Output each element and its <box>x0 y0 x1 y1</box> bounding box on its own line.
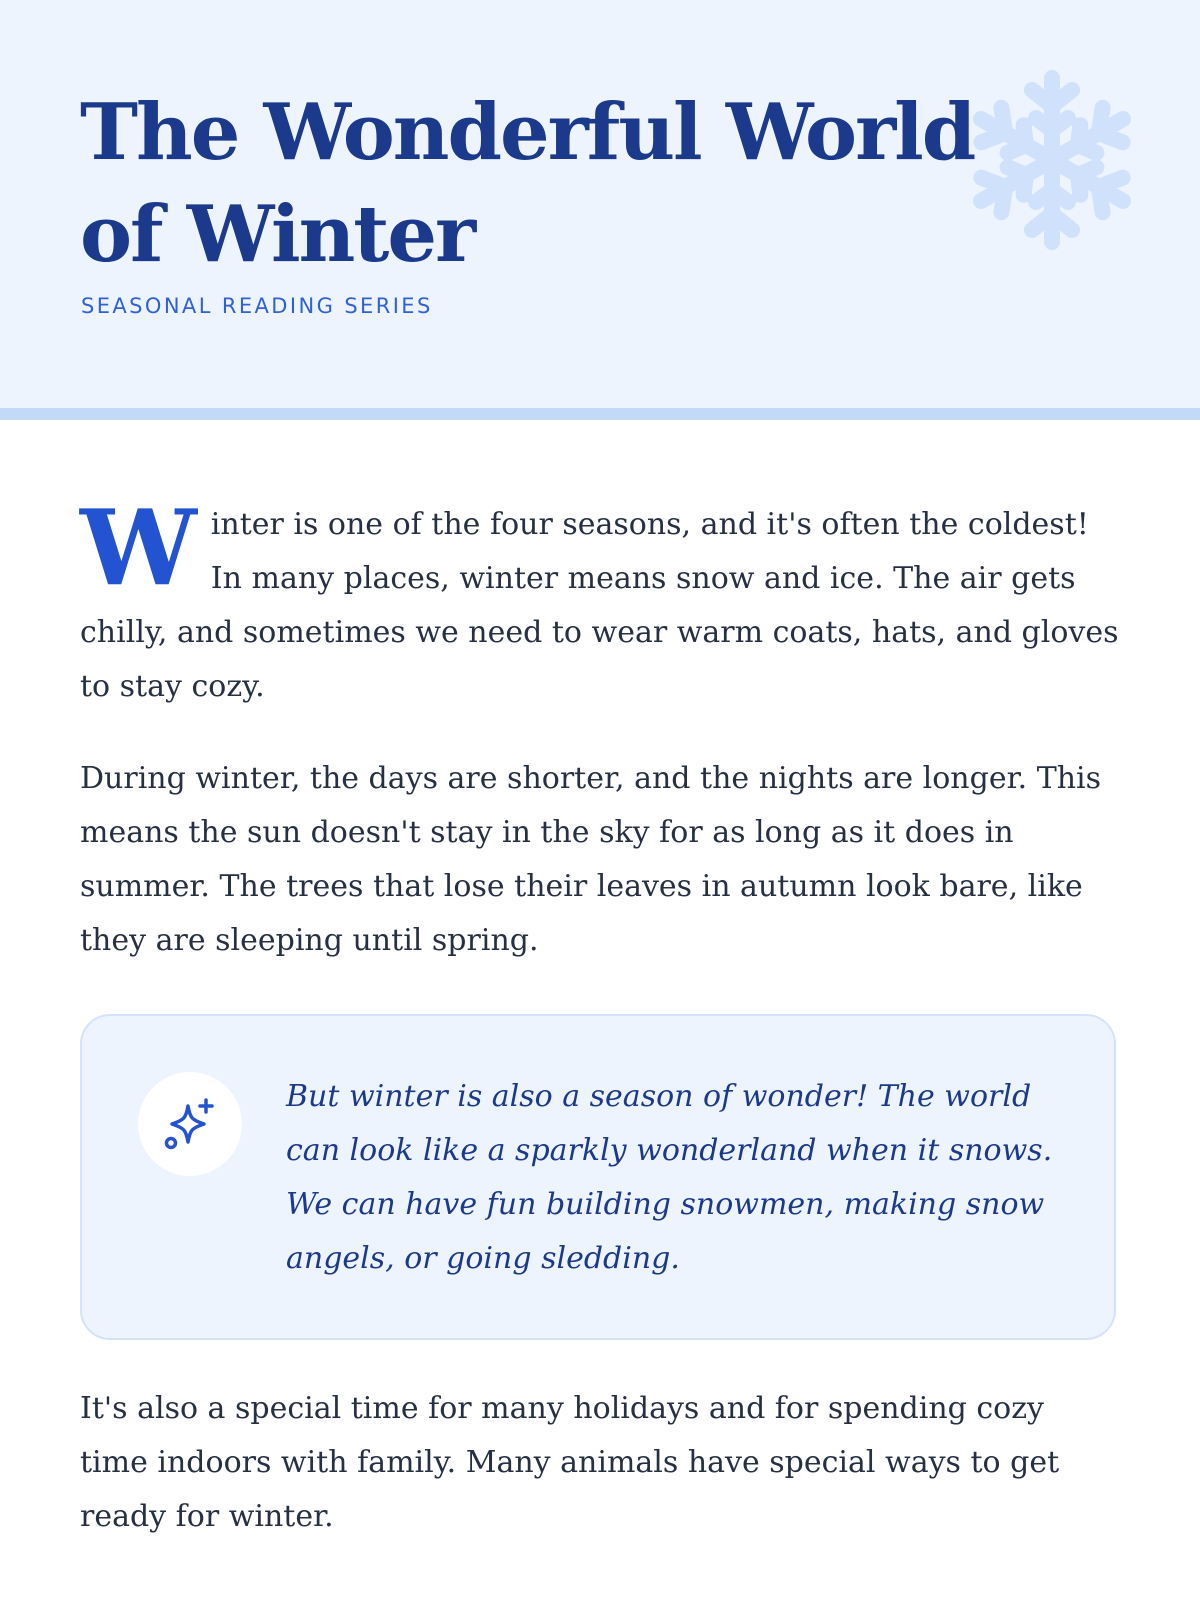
page-header <box>0 0 1200 408</box>
callout-icon-badge <box>138 1072 242 1176</box>
intro-paragraph <box>80 486 1120 714</box>
page-title: The Wonderful World of Winter <box>80 87 975 280</box>
intro-paragraph-text: inter is one of the four seasons, and it's often the coldest! In many places, winter means snow and ice. The air gets chilly, and sometimes we need to wear warm coats, hats, and gloves to stay cozy. <box>80 507 1119 704</box>
drop-cap: W <box>80 486 193 609</box>
wonder-callout <box>80 1014 1116 1340</box>
daylight-paragraph: During winter, the days are shorter, and the nights are longer. This means the sun doesn't stay in the sky for as long as it does in summer. The trees that lose their leaves in autumn look bare, like they are sleeping until spring. <box>80 761 1102 958</box>
article-body <box>80 486 1120 968</box>
sparkles-icon <box>162 1096 218 1152</box>
callout-text: But winter is also a season of wonder! The world can look like a sparkly wonderland when it snows. We can have fun building snowmen, making snow angels, or going sledding. <box>286 1079 1053 1276</box>
series-subtitle: SEASONAL READING SERIES <box>81 294 433 318</box>
header-divider <box>0 408 1200 420</box>
holidays-paragraph: It's also a special time for many holidays and for spending cozy time indoors with family. Many animals have special ways to get ready for winter. <box>80 1391 1060 1534</box>
